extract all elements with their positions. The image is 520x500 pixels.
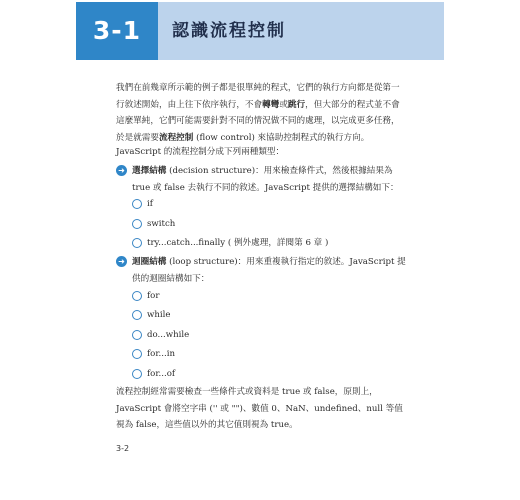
loop-text: (loop structure)：用來重複執行指定的敘述。JavaScript 提供的迴圈結構如下： (132, 257, 406, 284)
intro-text-3: ，但大部分的程式並不會這麼單純，它們可能需要針對不同的情況做不同的處理，以完成更多任務，於是就需要 (116, 99, 400, 143)
decision-text: (decision structure)：用來檢查條件式，然後根據結果為 true 或 false 去執行不同的敘述。JavaScript 提供的選擇結構如下： (132, 166, 399, 193)
hollow-circle-icon (132, 238, 142, 248)
hollow-circle-icon (132, 199, 142, 209)
kinds-intro-text: JavaScript 的流程控制分成下列兩種類型： (116, 147, 285, 157)
section-title: 認識流程控制 (172, 21, 286, 41)
list-item-text: if (147, 199, 153, 209)
list-item (132, 309, 170, 321)
intro-text-1: 我們在前幾章所示範的例子都是很單純的程式，它們的執行方向都是從第一行敘述開始，由上往下依序執行，不會 (116, 83, 400, 110)
list-item (132, 198, 153, 210)
arrow-circle-icon: ➜ (116, 165, 127, 176)
list-item-text: switch (147, 219, 176, 229)
intro-bold-flow-control: 流程控制 (158, 132, 194, 143)
intro-bold-jump: 跳行 (287, 99, 306, 110)
hollow-circle-icon (132, 330, 142, 340)
loop-bullet (116, 254, 406, 287)
list-item-text: for (147, 291, 160, 301)
list-item-text: for...in (147, 349, 175, 359)
page-number: 3-2 (116, 444, 130, 453)
list-item-text: while (147, 310, 171, 320)
arrow-circle-icon: ➜ (116, 256, 127, 267)
hollow-circle-icon (132, 219, 142, 229)
list-item (132, 290, 159, 302)
intro-bold-turn: 轉彎 (262, 99, 280, 110)
list-item (132, 329, 189, 341)
conclusion-paragraph (116, 384, 404, 434)
kinds-intro (116, 144, 404, 161)
conclusion-text: 流程控制經常需要檢查一些條件式或資料是 true 或 false，原則上，JavaScript 會將空字串 ('' 或 "")、數值 0、NaN、undefined、null 等值視為 false，這些值以外的其它值則視為 true。 (116, 387, 403, 430)
list-item-text: try...catch...finally ( 例外處理，詳閱第 6 章 ) (147, 238, 329, 248)
list-item (132, 368, 175, 380)
hollow-circle-icon (132, 369, 142, 379)
list-item (132, 218, 175, 230)
list-item-text: do...while (147, 330, 190, 340)
intro-text-4: (flow control) 來協助控制程式的執行方向。 (193, 132, 370, 143)
loop-bold: 迴圈結構 (132, 257, 167, 267)
list-item (132, 237, 328, 249)
hollow-circle-icon (132, 349, 142, 359)
intro-text-2: 或 (279, 99, 288, 110)
list-item (132, 348, 175, 360)
hollow-circle-icon (132, 310, 142, 320)
section-header (76, 2, 444, 60)
section-number: 3-1 (76, 2, 158, 60)
intro-paragraph (116, 80, 404, 146)
list-item-text: for...of (147, 369, 176, 379)
decision-bold: 選擇結構 (132, 166, 167, 176)
hollow-circle-icon (132, 291, 142, 301)
decision-bullet (116, 163, 406, 196)
